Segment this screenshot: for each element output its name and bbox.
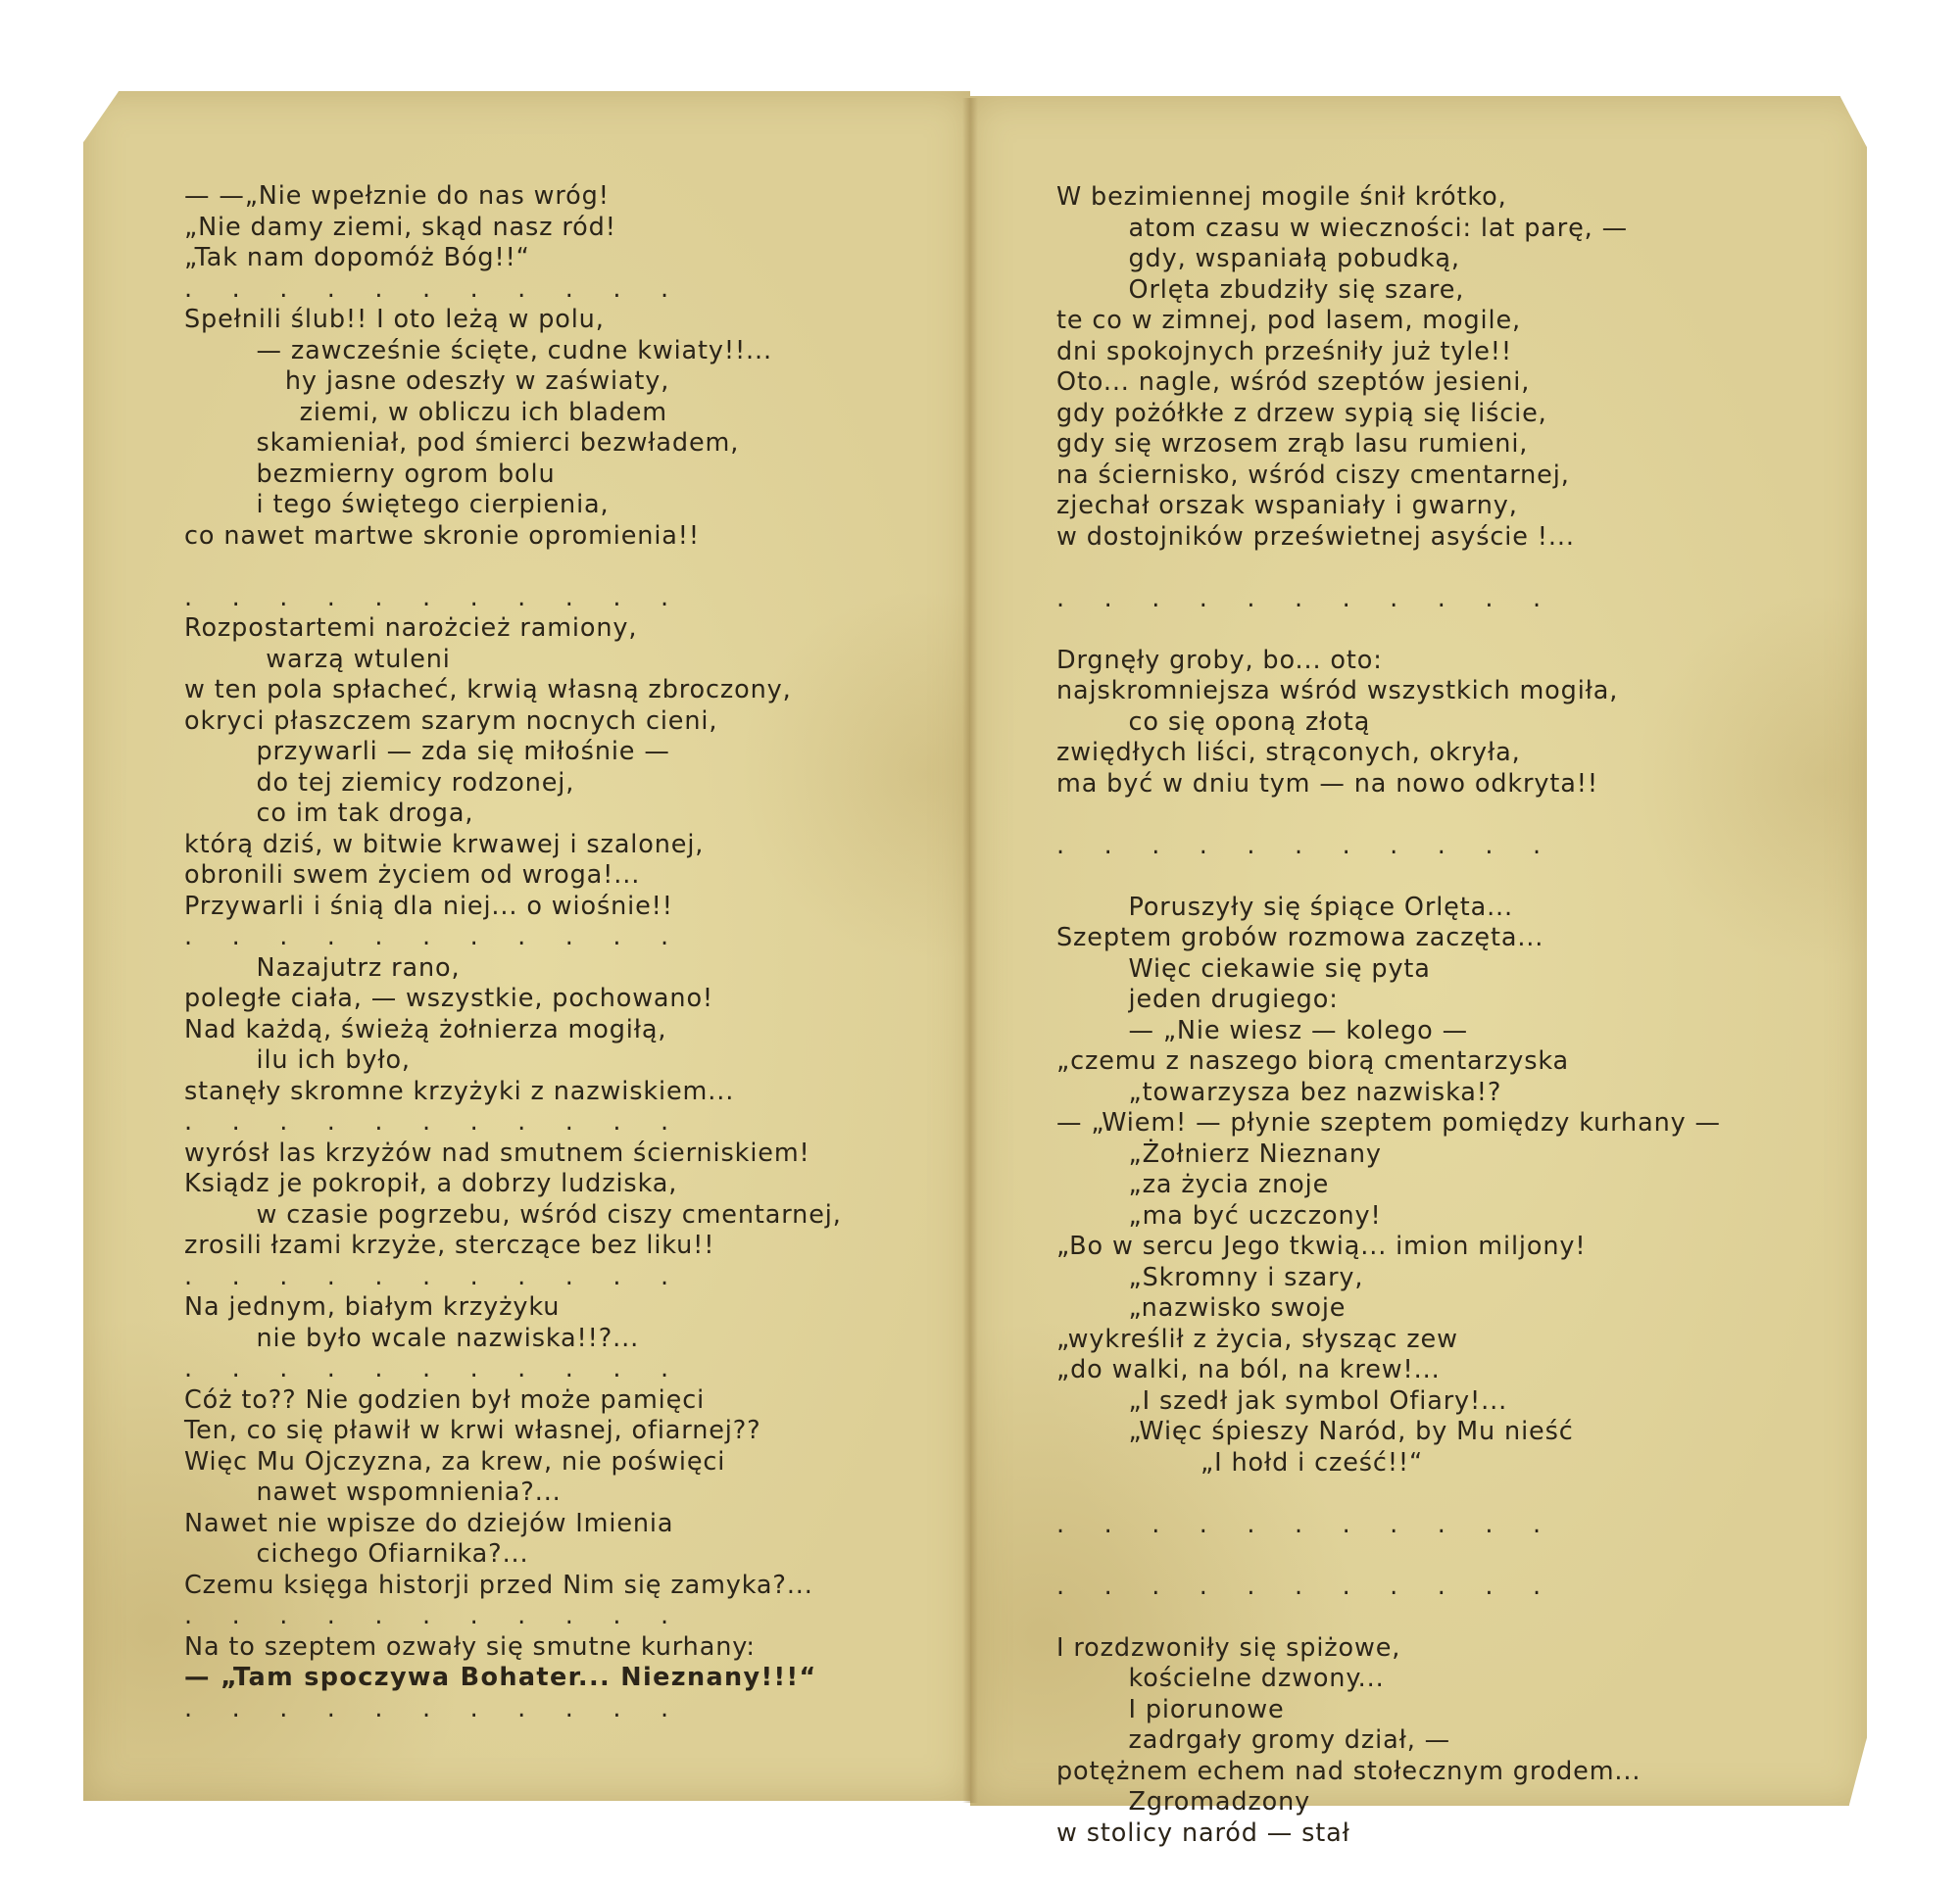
dotted-separator: . . . . . . . . . . . — [1056, 583, 1542, 613]
poem-line: hy jasne odeszły w zaświaty, — [284, 366, 670, 396]
poem-line: Więc ciekawie się pyta — [1128, 953, 1431, 984]
dotted-separator: . . . . . . . . . . . — [184, 273, 669, 304]
poem-line: Ten, co się pławił w krwi własnej, ofiarnej?? — [184, 1416, 761, 1445]
page-fold — [962, 98, 978, 1803]
poem-line: „wykreślił z życia, słysząc zew — [1056, 1324, 1458, 1354]
poem-line: — „Wiem! — płynie szeptem pomiędzy kurhany — — [1056, 1108, 1721, 1138]
stanza-break — [1056, 553, 1721, 584]
stanza-break — [1056, 800, 1721, 831]
poem-line: w czasie pogrzebu, wśród ciszy cmentarnej, — [256, 1199, 842, 1230]
poem-line: — „Nie wiesz — kolego — — [1128, 1015, 1468, 1045]
poem-line: Przywarli i śnią dla niej... o wiośnie!! — [184, 891, 673, 921]
poem-line: w stolicy naród — stał — [1056, 1818, 1350, 1848]
dotted-separator: . . . . . . . . . . . — [184, 1107, 669, 1137]
poem-line: zwiędłych liści, strąconych, okryła, — [1056, 738, 1521, 767]
poem-line: „Tak nam dopomóż Bóg!!“ — [184, 243, 530, 272]
poem-line: atom czasu w wieczności: lat parę, — — [1128, 213, 1628, 243]
poem-line: i tego świętego cierpienia, — [256, 490, 610, 519]
poem-line: nie było wcale nazwiska!!?... — [256, 1323, 640, 1353]
poem-line: przywarli — zda się miłośnie — — [256, 737, 670, 766]
poem-line: „nazwisko swoje — [1128, 1293, 1347, 1323]
poem-line: Ksiądz je pokropił, a dobrzy ludziska, — [184, 1169, 678, 1198]
poem-line: wyrósł las krzyżów nad smutnem ścierniskiem! — [184, 1138, 810, 1168]
dotted-separator: . . . . . . . . . . . — [184, 922, 669, 951]
poem-line: poległe ciała, — wszystkie, pochowano! — [184, 984, 714, 1013]
poem-line: gdy pożółkłe z drzew sypią się liście, — [1056, 398, 1547, 428]
poem-line: gdy, wspaniałą pobudką, — [1128, 244, 1460, 273]
poem-line: — zawcześnie ścięte, cudne kwiaty!!... — [256, 335, 773, 365]
poem-line: ziemi, w obliczu ich bladem — [299, 397, 668, 427]
poem-line: ma być w dniu tym — na nowo odkryta!! — [1056, 768, 1598, 799]
poem-line: w ten pola spłacheć, krwią własną zbroczony, — [184, 675, 792, 704]
left-page-poem-text — [184, 181, 842, 1724]
poem-line: potężnem echem nad stołecznym grodem... — [1056, 1756, 1642, 1786]
poem-line: W bezimiennej mogile śnił krótko, — [1056, 182, 1507, 212]
poem-line: „Nie damy ziemi, skąd nasz ród! — [184, 212, 616, 242]
poem-line: Spełnili ślub!! I oto leżą w polu, — [184, 305, 605, 334]
poem-line: „Więc śpieszy Naród, by Mu nieść — [1128, 1417, 1574, 1446]
poem-line: Drgnęły groby, bo... oto: — [1056, 645, 1383, 675]
poem-line: Szeptem grobów rozmowa zaczęta... — [1056, 923, 1544, 952]
poem-line: Więc Mu Ojczyzna, za krew, nie poświęci — [184, 1446, 726, 1477]
poem-line: „za życia znoje — [1128, 1170, 1330, 1199]
poem-line: „towarzysza bez nazwiska!? — [1128, 1077, 1502, 1107]
poem-line: „ma być uczczony! — [1128, 1200, 1382, 1231]
poem-line: Rozpostartemi narożcież ramiony, — [184, 613, 638, 643]
right-page-poem-text — [1056, 182, 1721, 1849]
poem-line: kościelne dzwony... — [1128, 1664, 1385, 1693]
poem-line: Cóż to?? Nie godzien był może pamięci — [184, 1384, 706, 1415]
poem-line: stanęły skromne krzyżyki z nazwiskiem... — [184, 1076, 735, 1106]
poem-line: Oto... nagle, wśród szeptów jesieni, — [1056, 367, 1531, 397]
stanza-break — [1056, 1602, 1721, 1633]
poem-line: co się oponą złotą — [1128, 706, 1371, 737]
dotted-separator: . . . . . . . . . . . — [1056, 830, 1542, 860]
poem-line: cichego Ofiarnika?... — [256, 1539, 529, 1569]
poem-line: zjechał orszak wspaniały i gwarny, — [1056, 491, 1518, 520]
poem-line: Poruszyły się śpiące Orlęta... — [1128, 892, 1514, 922]
poem-line: jeden drugiego: — [1128, 985, 1339, 1014]
poem-line: co nawet martwe skronie opromienia!! — [184, 520, 700, 551]
poem-line: „Żołnierz Nieznany — [1128, 1139, 1382, 1169]
poem-line: na ściernisko, wśród ciszy cmentarnej, — [1056, 460, 1570, 490]
poem-line: nawet wspomnienia?... — [256, 1478, 562, 1507]
poem-line: „do walki, na ból, na krew!... — [1056, 1355, 1441, 1384]
poem-line: „czemu z naszego biorą cmentarzyska — [1056, 1046, 1570, 1076]
poem-line: „I szedł jak symbol Ofiary!... — [1128, 1385, 1508, 1416]
dotted-separator: . . . . . . . . . . . — [184, 1693, 669, 1723]
poem-line-emphasis: — „Tam spoczywa Bohater... Nieznany!!!“ — [184, 1663, 817, 1692]
poem-line: co im tak droga, — [256, 799, 474, 828]
poem-line: dni spokojnych prześniły już tyle!! — [1056, 336, 1512, 366]
poem-line: „I hołd i cześć!!“ — [1200, 1447, 1424, 1478]
dotted-separator: . . . . . . . . . . . — [184, 1354, 669, 1383]
stanza-break — [184, 552, 842, 583]
poem-line: w dostojników prześwietnej asyście !... — [1056, 521, 1575, 552]
dotted-separator: . . . . . . . . . . . — [184, 1601, 669, 1630]
stanza-break — [1056, 1540, 1721, 1572]
poem-line: ilu ich było, — [256, 1045, 411, 1075]
poem-line: Nazajutrz rano, — [256, 952, 461, 983]
poem-line: zadrgały gromy dział, — — [1128, 1725, 1451, 1755]
poem-line: obronili swem życiem od wroga!... — [184, 860, 641, 890]
poem-line: I rozdzwoniły się spiżowe, — [1056, 1632, 1401, 1663]
poem-line: Na to szeptem ozwały się smutne kurhany: — [184, 1631, 756, 1662]
poem-line: do tej ziemicy rodzonej, — [256, 767, 575, 798]
poem-line: Nawet nie wpisze do dziejów Imienia — [184, 1508, 674, 1538]
poem-line: Orlęta zbudziły się szare, — [1128, 274, 1465, 305]
poem-line: I piorunowe — [1128, 1694, 1285, 1724]
poem-line: te co w zimnej, pod lasem, mogile, — [1056, 306, 1521, 335]
poem-line: Na jednym, białym krzyżyku — [184, 1292, 561, 1322]
poem-line: skamieniał, pod śmierci bezwładem, — [256, 428, 740, 458]
poem-line: „Bo w sercu Jego tkwią... imion miljony! — [1056, 1232, 1587, 1261]
dotted-separator: . . . . . . . . . . . — [184, 582, 669, 612]
poem-line: okryci płaszczem szarym nocnych cieni, — [184, 705, 718, 736]
poem-line: najskromniejsza wśród wszystkich mogiła, — [1056, 676, 1619, 705]
poem-line: — —„Nie wpełznie do nas wróg! — [184, 181, 610, 211]
stanza-break — [1056, 1479, 1721, 1510]
stanza-break — [1056, 614, 1721, 646]
poem-line: „Skromny i szary, — [1128, 1262, 1364, 1292]
poem-line: którą dziś, w bitwie krwawej i szalonej, — [184, 829, 705, 859]
poem-line: warzą wtuleni — [266, 644, 451, 674]
poem-line: Czemu księga historji przed Nim się zamyka?... — [184, 1570, 813, 1600]
dotted-separator: . . . . . . . . . . . — [184, 1261, 669, 1291]
dotted-separator: . . . . . . . . . . . — [1056, 1571, 1542, 1601]
poem-line: Zgromadzony — [1128, 1787, 1311, 1817]
stanza-break — [1056, 861, 1721, 893]
dotted-separator: . . . . . . . . . . . — [1056, 1509, 1542, 1539]
poem-line: Nad każdą, świeżą żołnierza mogiłą, — [184, 1014, 667, 1044]
poem-line: zrosili łzami krzyże, sterczące bez liku!! — [184, 1231, 715, 1260]
poem-line: gdy się wrzosem zrąb lasu rumieni, — [1056, 429, 1529, 459]
poem-line: bezmierny ogrom bolu — [256, 459, 556, 489]
